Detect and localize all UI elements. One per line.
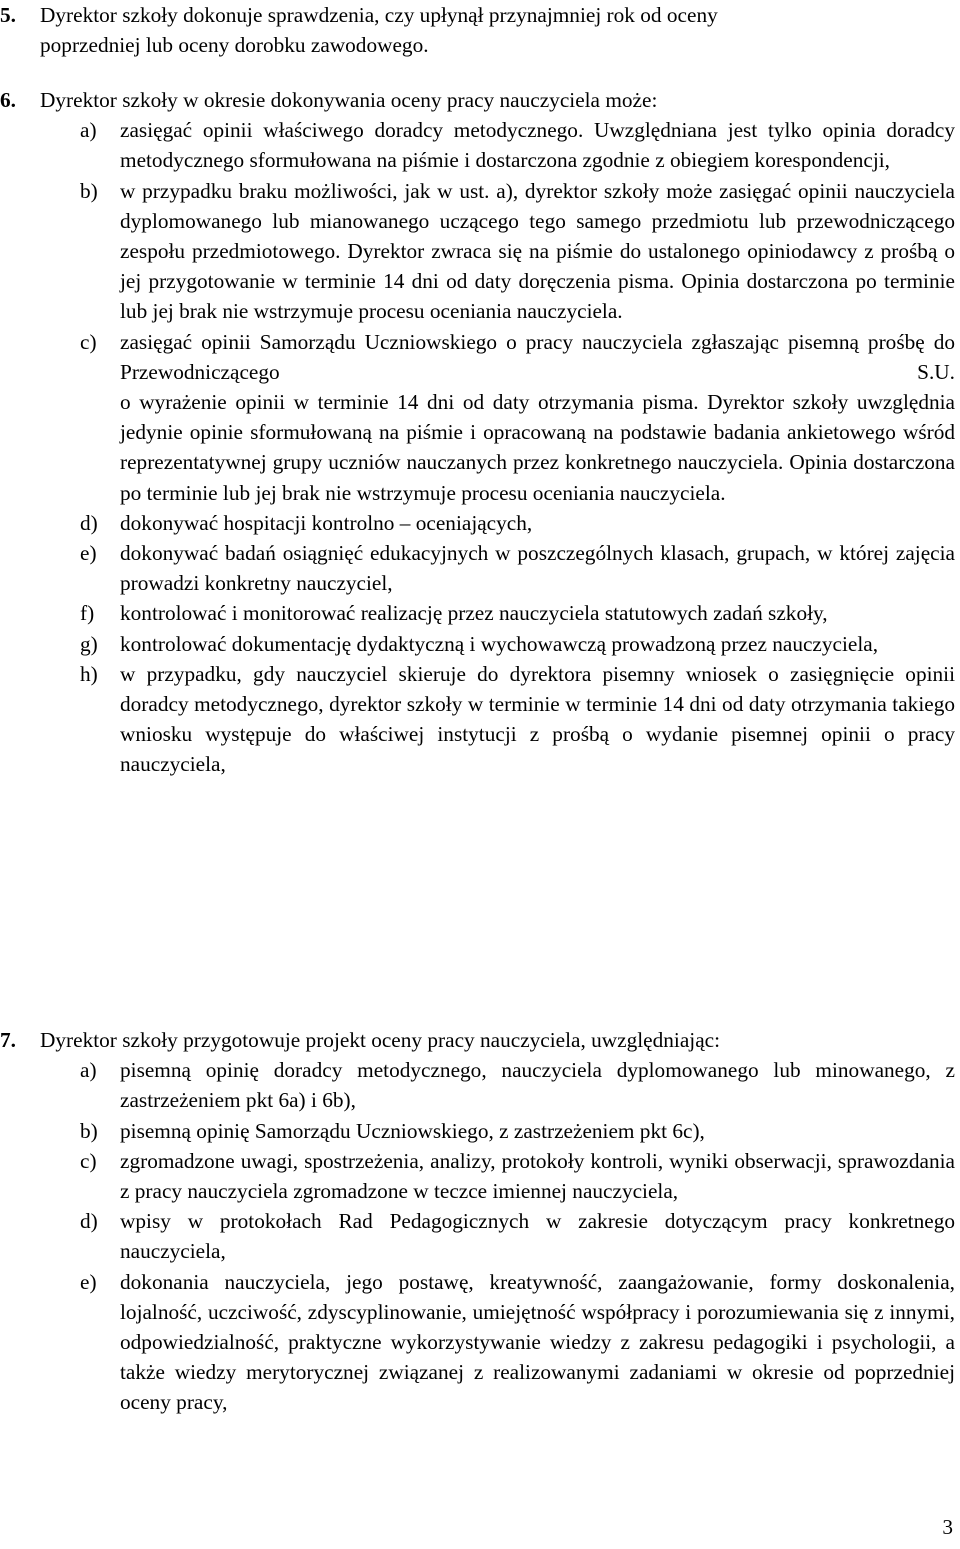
page-number: 3 xyxy=(942,1515,953,1539)
list-item-6b xyxy=(0,176,960,327)
item-text: zasięgać opinii właściwego doradcy metodycznego. Uwzględniana jest tylko opinia doradcy metodycznego sformułowana na piśmie i dostarczona zgodnie z obiegiem korespondencji, xyxy=(120,118,955,173)
list-item-6e xyxy=(0,538,960,598)
item-letter: c) xyxy=(80,329,97,354)
item-letter: h) xyxy=(80,661,98,686)
section-6-row xyxy=(0,85,960,115)
list-item-7d xyxy=(0,1206,960,1266)
item-text: kontrolować i monitorować realizację przez nauczyciela statutowych zadań szkoły, xyxy=(120,601,828,626)
section-intro: Dyrektor szkoły w okresie dokonywania oceny pracy nauczyciela może: xyxy=(40,88,658,112)
section-5-row xyxy=(0,0,960,30)
item-letter: e) xyxy=(80,1269,97,1294)
section-7-row xyxy=(0,1025,960,1055)
item-text: pisemną opinię doradcy metodycznego, nauczyciela dyplomowanego lub minowanego, z zastrzeżeniem pkt 6a) i 6b), xyxy=(120,1058,955,1113)
item-text: w przypadku braku możliwości, jak w ust. a), dyrektor szkoły może zasięgać opinii nauczyciela dyplomowanego lub mianowanego uczącego tego samego przedmiotu lub przewodniczącego zespołu przedmiotowego. Dyrektor zwraca się na piśmie do ustalonego opiniodawcy z prośbą o jej przygotowanie w terminie 14 dni od daty doręczenia pisma. Opinia dostarczona po terminie lub jej brak nie wstrzymuje procesu oceniania nauczyciela. xyxy=(120,178,955,324)
item-letter: a) xyxy=(80,1058,97,1083)
item-text-rest: o wyrażenie opinii w terminie 14 dni od daty otrzymania pisma. Dyrektor szkoły uwzględnia jedynie opinie sformułowaną na piśmie i opracowaną na podstawie badania ankietowego wśród reprezentatywnej grupy uczniów nauczanych przez konkretnego nauczyciela. Opinia dostarczona po terminie lub jej brak nie wstrzymuje procesu oceniania nauczyciela. xyxy=(120,390,955,505)
list-item-7b xyxy=(0,1116,960,1146)
item-letter: f) xyxy=(80,601,95,626)
item-text: dokonywać badań osiągnięć edukacyjnych w poszczególnych klasach, grupach, w której zajęcia prowadzi konkretny nauczyciel, xyxy=(120,541,955,596)
item-letter: b) xyxy=(80,178,98,203)
list-item-6g xyxy=(0,629,960,659)
item-text: wpisy w protokołach Rad Pedagogicznych w zakresie dotyczącym pracy konkretnego nauczyciela, xyxy=(120,1209,955,1264)
section-number: 6. xyxy=(0,88,16,112)
item-text: dokonywać hospitacji kontrolno – oceniających, xyxy=(120,510,533,535)
list-item-6f xyxy=(0,598,960,628)
section-number: 7. xyxy=(0,1028,16,1052)
item-text: kontrolować dokumentację dydaktyczną i wychowawczą prowadzoną przez nauczyciela, xyxy=(120,631,879,656)
list-item-7c xyxy=(0,1146,960,1206)
item-letter: d) xyxy=(80,510,98,535)
item-letter: e) xyxy=(80,541,97,566)
section-intro: Dyrektor szkoły przygotowuje projekt oceny pracy nauczyciela, uwzględniając: xyxy=(40,1028,721,1052)
section-text: Dyrektor szkoły dokonuje sprawdzenia, czy upłynął przynajmniej rok od oceny xyxy=(40,3,718,27)
item-text: dokonania nauczyciela, jego postawę, kreatywność, zaangażowanie, formy doskonalenia, lojalność, uczciwość, zdyscyplinowanie, umiejętność współpracy i porozumiewania się z innymi, odpowiedzialność, praktyczne wykorzystywanie wiedzy z zakresu pedagogiki i psychologii, a także wiedzy merytorycznej związanej z realizowanymi zadaniami w okresie od poprzedniej oceny pracy, xyxy=(120,1269,955,1415)
item-text-line1: zasięgać opinii Samorządu Uczniowskiego o pracy nauczyciela zgłaszając pisemną prośbę do Przewodniczącego S.U. xyxy=(120,329,955,384)
section-number: 5. xyxy=(0,3,16,27)
list-item-6c xyxy=(0,327,960,508)
list-item-6a xyxy=(0,115,960,175)
item-letter: g) xyxy=(80,631,98,656)
item-letter: d) xyxy=(80,1209,98,1234)
item-text: pisemną opinię Samorządu Uczniowskiego, z zastrzeżeniem pkt 6c), xyxy=(120,1118,705,1143)
list-item-7a xyxy=(0,1055,960,1115)
section-continuation: poprzedniej lub oceny dorobku zawodowego. xyxy=(40,33,429,58)
item-letter: a) xyxy=(80,118,97,143)
section-6 xyxy=(0,85,960,780)
section-7 xyxy=(0,1025,960,1418)
item-letter: c) xyxy=(80,1148,97,1173)
item-text: w przypadku, gdy nauczyciel skieruje do dyrektora pisemny wniosek o zasięgnięcie opinii doradcy metodycznego, dyrektor szkoły w terminie w terminie 14 dni od daty otrzymania takiego wniosku występuje do właściwej instytucji z prośbą o wydanie pisemnej opinii o pracy nauczyciela, xyxy=(120,661,955,777)
list-item-7e xyxy=(0,1267,960,1418)
section-5 xyxy=(0,0,960,60)
list-item-6h xyxy=(0,659,960,780)
list-item-6d xyxy=(0,508,960,538)
item-text: zgromadzone uwagi, spostrzeżenia, analizy, protokoły kontroli, wyniki obserwacji, sprawozdania z pracy nauczyciela zgromadzone w teczce imiennej nauczyciela, xyxy=(120,1148,955,1204)
item-letter: b) xyxy=(80,1118,98,1143)
